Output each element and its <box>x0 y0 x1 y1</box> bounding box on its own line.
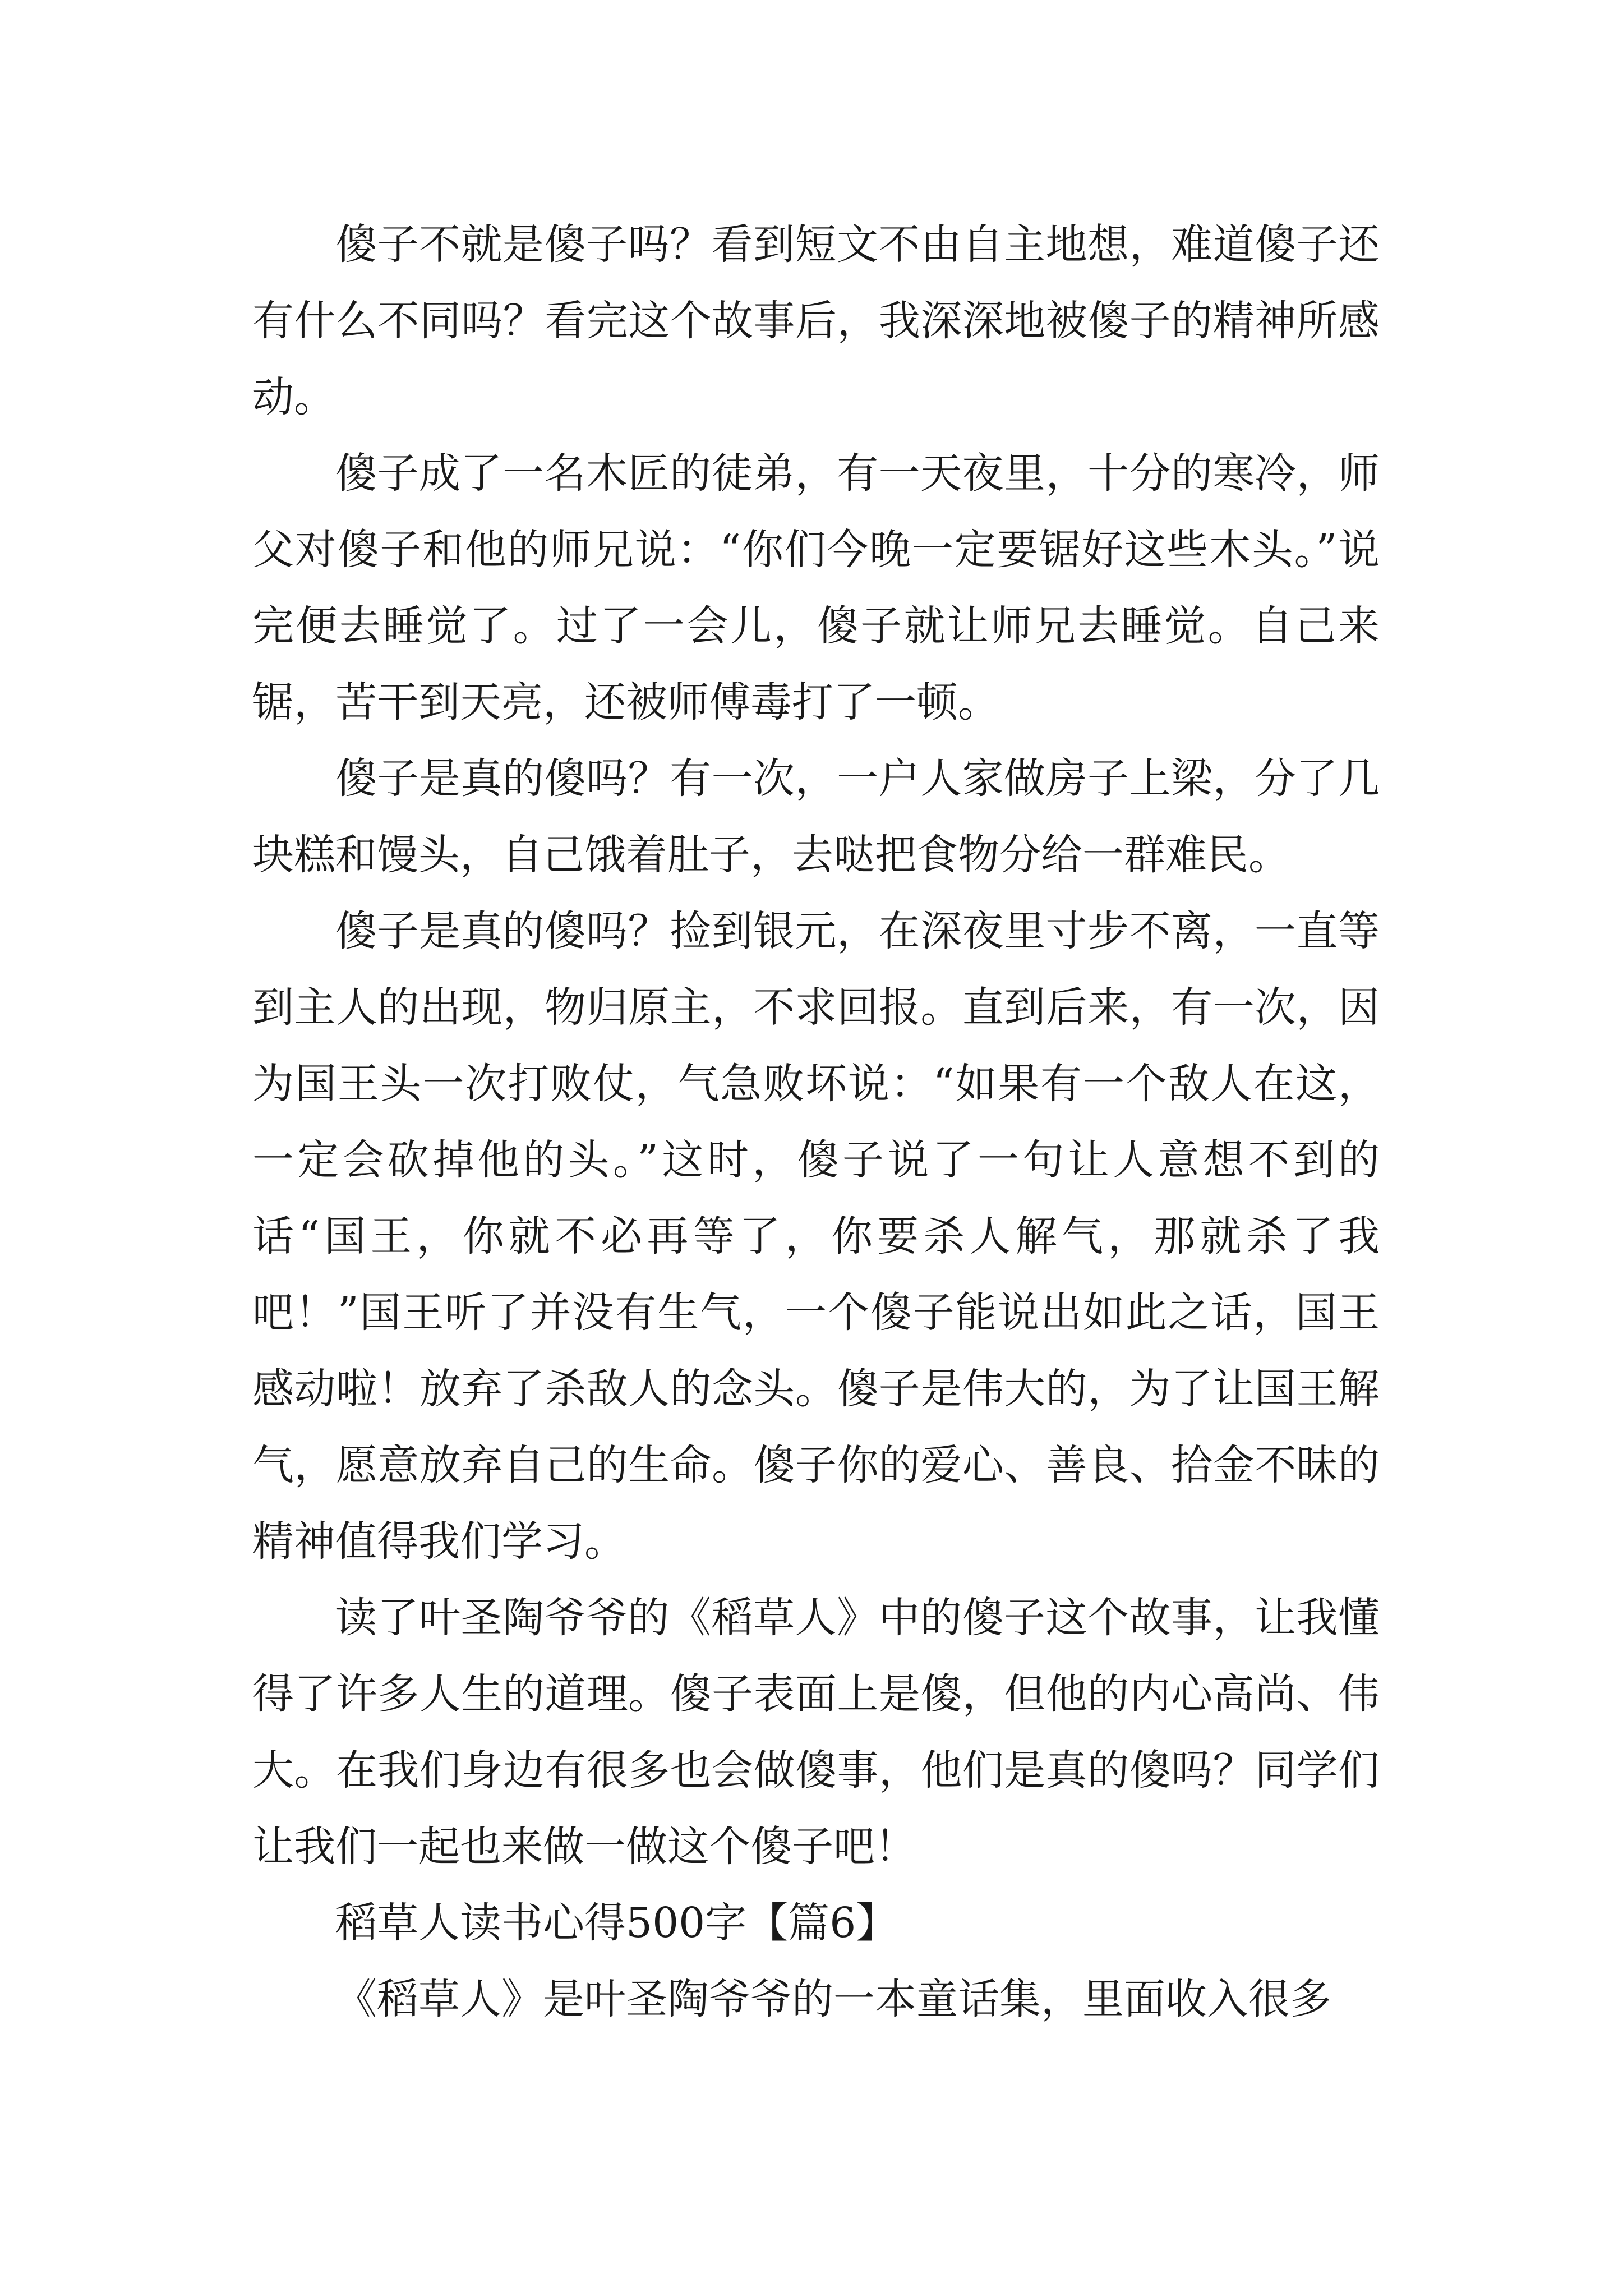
paragraph-5: 读了叶圣陶爷爷的《稻草人》中的傻子这个故事，让我懂得了许多人生的道理。傻子表面上是傻，但他的内心高尚、伟大。在我们身边有很多也会做傻事，他们是真的傻吗？同学们让我们一起也来做一做这个傻子吧！ <box>252 1594 1380 1871</box>
paragraph-6: 《稻草人》是叶圣陶爷爷的一本童话集，里面收入很多 <box>335 1975 1331 2023</box>
section-heading: 稻草人读书心得500字【篇6】 <box>335 1899 898 1947</box>
paragraph-4: 傻子是真的傻吗？捡到银元，在深夜里寸步不离，一直等到主人的出现，物归原主，不求回报。直到后来，有一次，因为国王头一次打败仗，气急败坏说：“如果有一个敌人在这，一定会砍掉他的头。”这时，傻子说了一句让人意想不到的话“国王，你就不必再等了，你要杀人解气，那就杀了我吧！”国王听了并没有生气，一个傻子能说出如此之话，国王感动啦！放弃了杀敌人的念头。傻子是伟大的，为了让国王解气，愿意放弃自己的生命。傻子你的爱心、善良、拾金不昧的精神值得我们学习。 <box>252 907 1380 1566</box>
paragraph-3: 傻子是真的傻吗？有一次，一户人家做房子上梁，分了几块糕和馒头，自己饿着肚子，去哒把食物分给一群难民。 <box>252 754 1380 879</box>
paragraph-1: 傻子不就是傻子吗？看到短文不由自主地想，难道傻子还有什么不同吗？看完这个故事后，我深深地被傻子的精神所感动。 <box>252 220 1380 421</box>
document-body <box>252 206 1380 2037</box>
paragraph-2: 傻子成了一名木匠的徒弟，有一天夜里，十分的寒冷，师父对傻子和他的师兄说：“你们今晚一定要锯好这些木头。”说完便去睡觉了。过了一会儿，傻子就让师兄去睡觉。自己来锯，苦干到天亮，还被师傅毒打了一顿。 <box>252 449 1380 726</box>
